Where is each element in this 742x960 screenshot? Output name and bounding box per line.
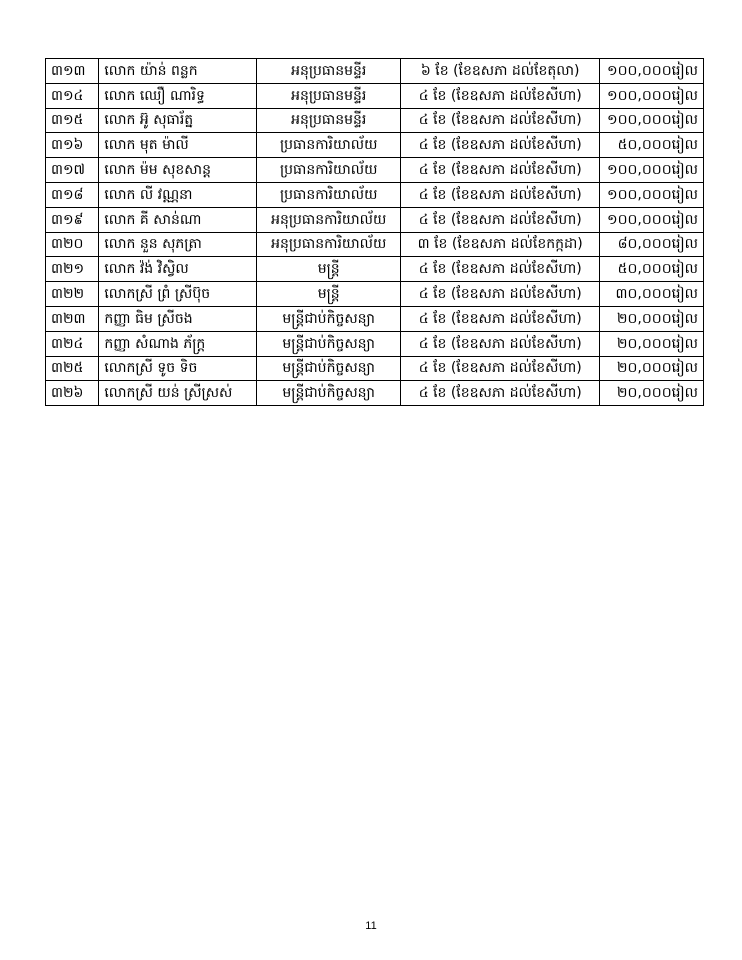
position-cell: អនុប្រធានមន្ទីរ	[257, 59, 401, 84]
amount-cell: ១០០,០០០រៀល	[600, 207, 704, 232]
row-number-cell: ៣១៤	[46, 83, 99, 108]
row-number-cell: ៣១៥	[46, 108, 99, 133]
row-number-cell: ៣១៩	[46, 207, 99, 232]
position-cell: មន្ត្រី	[257, 257, 401, 282]
amount-cell: ២០,០០០រៀល	[600, 331, 704, 356]
row-number-cell: ៣២០	[46, 232, 99, 257]
name-cell: កញ្ញា សំណាង ភ័ក្ត្រ	[99, 331, 257, 356]
staff-allowance-table	[45, 58, 704, 406]
table-row	[46, 59, 704, 84]
table-row	[46, 182, 704, 207]
position-cell: ប្រធានការិយាល័យ	[257, 182, 401, 207]
amount-cell: ៥០,០០០រៀល	[600, 133, 704, 158]
amount-cell: ១០០,០០០រៀល	[600, 182, 704, 207]
amount-cell: ១០០,០០០រៀល	[600, 158, 704, 183]
duration-cell: ៤ ខែ (ខែឧសភា ដល់ខែសីហា)	[401, 158, 600, 183]
duration-cell: ៤ ខែ (ខែឧសភា ដល់ខែសីហា)	[401, 282, 600, 307]
duration-cell: ៦ ខែ (ខែឧសភា ដល់ខែតុលា)	[401, 59, 600, 84]
name-cell: លោក គី សាន់ណា	[99, 207, 257, 232]
row-number-cell: ៣២៣	[46, 306, 99, 331]
name-cell: លោកស្រី ទូច ទិច	[99, 356, 257, 381]
position-cell: អនុប្រធានមន្ទីរ	[257, 83, 401, 108]
name-cell: លោក លី វណ្ណនា	[99, 182, 257, 207]
amount-cell: ១០០,០០០រៀល	[600, 83, 704, 108]
amount-cell: ១០០,០០០រៀល	[600, 108, 704, 133]
table-row	[46, 306, 704, 331]
name-cell: លោក អ៊ូ សុធារ័ត្ន	[99, 108, 257, 133]
table-row	[46, 257, 704, 282]
table-body	[46, 59, 704, 406]
position-cell: មន្ត្រីជាប់កិច្ចសន្យា	[257, 331, 401, 356]
duration-cell: ៤ ខែ (ខែឧសភា ដល់ខែសីហា)	[401, 182, 600, 207]
name-cell: លោក ឈឿ ណារិទ្ធ	[99, 83, 257, 108]
position-cell: ប្រធានការិយាល័យ	[257, 133, 401, 158]
page-number: 11	[365, 920, 377, 932]
name-cell: លោកស្រី យន់ ស្រីស្រស់	[99, 381, 257, 406]
amount-cell: ៥០,០០០រៀល	[600, 257, 704, 282]
table-row	[46, 331, 704, 356]
row-number-cell: ៣២៥	[46, 356, 99, 381]
amount-cell: ១០០,០០០រៀល	[600, 59, 704, 84]
table-row	[46, 381, 704, 406]
name-cell: លោក នួន សុភត្រា	[99, 232, 257, 257]
name-cell: លោកស្រី ព្រំ ស្រីប៊ុច	[99, 282, 257, 307]
amount-cell: ៣០,០០០រៀល	[600, 282, 704, 307]
duration-cell: ៤ ខែ (ខែឧសភា ដល់ខែសីហា)	[401, 257, 600, 282]
position-cell: អនុប្រធានមន្ទីរ	[257, 108, 401, 133]
position-cell: ប្រធានការិយាល័យ	[257, 158, 401, 183]
row-number-cell: ៣២៤	[46, 331, 99, 356]
table-row	[46, 133, 704, 158]
row-number-cell: ៣១៧	[46, 158, 99, 183]
position-cell: មន្ត្រី	[257, 282, 401, 307]
amount-cell: ៨០,០០០រៀល	[600, 232, 704, 257]
table-row	[46, 232, 704, 257]
name-cell: កញ្ញា ធិម ស្រីចង	[99, 306, 257, 331]
duration-cell: ៤ ខែ (ខែឧសភា ដល់ខែសីហា)	[401, 207, 600, 232]
row-number-cell: ៣២៦	[46, 381, 99, 406]
amount-cell: ២០,០០០រៀល	[600, 356, 704, 381]
duration-cell: ៤ ខែ (ខែឧសភា ដល់ខែសីហា)	[401, 331, 600, 356]
duration-cell: ៤ ខែ (ខែឧសភា ដល់ខែសីហា)	[401, 306, 600, 331]
position-cell: មន្ត្រីជាប់កិច្ចសន្យា	[257, 356, 401, 381]
duration-cell: ៤ ខែ (ខែឧសភា ដល់ខែសីហា)	[401, 108, 600, 133]
position-cell: អនុប្រធានការិយាល័យ	[257, 232, 401, 257]
position-cell: មន្ត្រីជាប់កិច្ចសន្យា	[257, 306, 401, 331]
name-cell: លោក យ៉ាន់ ពន្លក	[99, 59, 257, 84]
duration-cell: ៣ ខែ (ខែឧសភា ដល់ខែកក្កដា)	[401, 232, 600, 257]
duration-cell: ៤ ខែ (ខែឧសភា ដល់ខែសីហា)	[401, 356, 600, 381]
table-row	[46, 158, 704, 183]
table-row	[46, 356, 704, 381]
position-cell: អនុប្រធានការិយាល័យ	[257, 207, 401, 232]
amount-cell: ២០,០០០រៀល	[600, 381, 704, 406]
amount-cell: ២០,០០០រៀល	[600, 306, 704, 331]
table-row	[46, 207, 704, 232]
position-cell: មន្ត្រីជាប់កិច្ចសន្យា	[257, 381, 401, 406]
name-cell: លោក ម៉ម សុខសាន្ត	[99, 158, 257, 183]
row-number-cell: ៣១៦	[46, 133, 99, 158]
row-number-cell: ៣១៣	[46, 59, 99, 84]
duration-cell: ៤ ខែ (ខែឧសភា ដល់ខែសីហា)	[401, 381, 600, 406]
name-cell: លោក មុត ម៉ាលី	[99, 133, 257, 158]
row-number-cell: ៣១៨	[46, 182, 99, 207]
table-row	[46, 282, 704, 307]
row-number-cell: ៣២២	[46, 282, 99, 307]
table-row	[46, 83, 704, 108]
row-number-cell: ៣២១	[46, 257, 99, 282]
duration-cell: ៤ ខែ (ខែឧសភា ដល់ខែសីហា)	[401, 83, 600, 108]
name-cell: លោក វ៉ង់ វិស្វិល	[99, 257, 257, 282]
table-row	[46, 108, 704, 133]
duration-cell: ៤ ខែ (ខែឧសភា ដល់ខែសីហា)	[401, 133, 600, 158]
